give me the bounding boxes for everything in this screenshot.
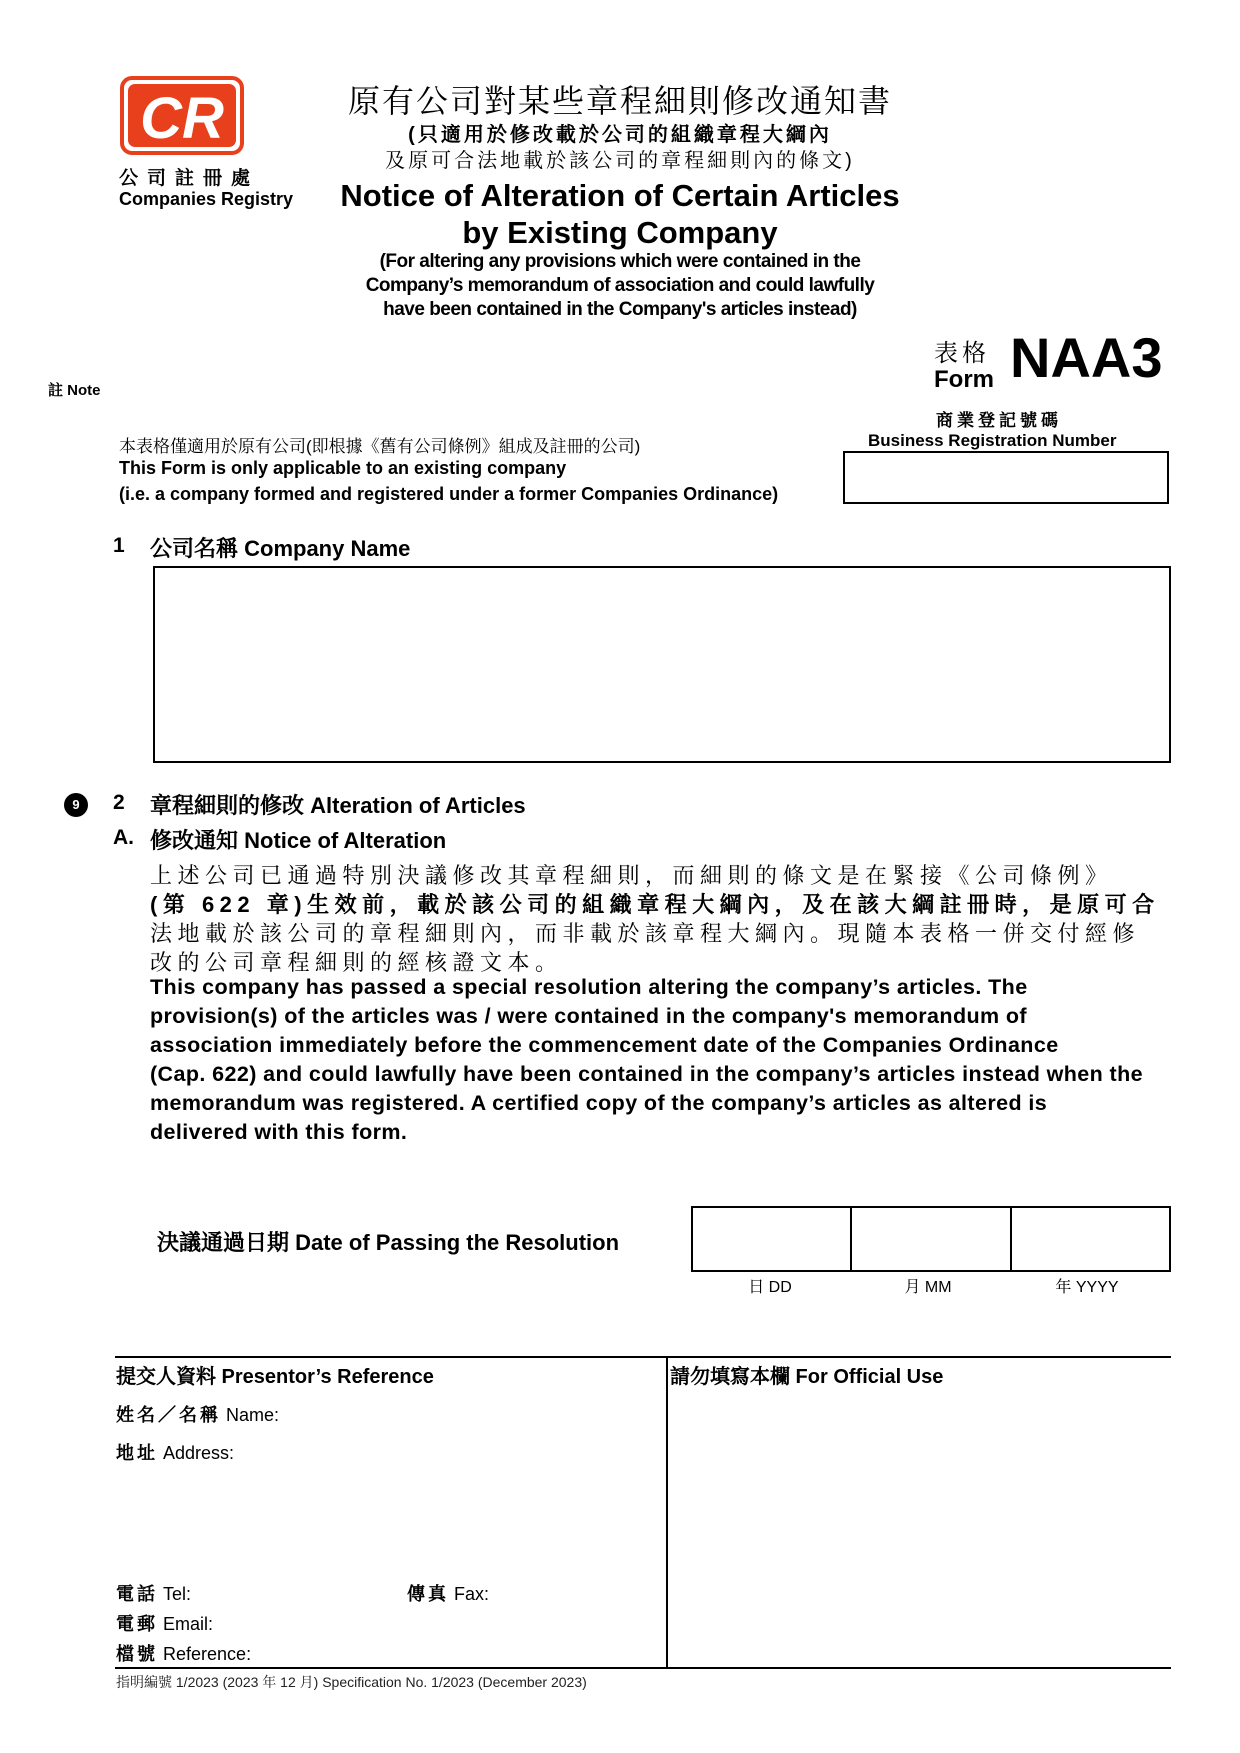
- presentor-email-field[interactable]: [116, 1610, 213, 1636]
- presentor-tel-field[interactable]: [116, 1580, 191, 1606]
- notice-text-en-line: This company has passed a special resolution altering the company’s articles. The: [150, 975, 1028, 999]
- notice-text-en-line: delivered with this form.: [150, 1120, 408, 1144]
- presentor-fax-label-en: Fax:: [454, 1584, 490, 1604]
- reference-box-top-rule: [115, 1356, 1171, 1358]
- presentor-reference-label-en: Reference:: [163, 1644, 252, 1664]
- resolution-day-input[interactable]: [693, 1208, 850, 1270]
- presentor-address-label-zh: 地址: [116, 1443, 158, 1463]
- presentor-email-label-en: Email:: [163, 1614, 214, 1634]
- note-column-label: 註 Note: [48, 382, 101, 399]
- form-subtitle-zh-2: 及原可合法地載於該公司的章程細則內的條文): [385, 150, 855, 172]
- registry-name-en: Companies Registry: [119, 189, 294, 209]
- notice-text-en-line: association immediately before the commencement date of the Companies Ordinance: [150, 1033, 1059, 1057]
- subsection-a-letter: A.: [113, 826, 134, 849]
- form-title-en-1: Notice of Alteration of Certain Articles: [340, 178, 900, 213]
- presentor-reference-field[interactable]: [116, 1640, 251, 1666]
- specification-footer: 指明編號 1/2023 (2023 年 12 月) Specification No. 1/2023 (December 2023): [116, 1674, 587, 1690]
- presentor-address-field[interactable]: [116, 1439, 234, 1465]
- form-subtitle-en-1: (For altering any provisions which were contained in the: [379, 251, 861, 272]
- presentor-fax-label-zh: 傳真: [407, 1584, 449, 1604]
- form-title-zh: 原有公司對某些章程細則修改通知書: [347, 83, 892, 119]
- section-1-number: 1: [113, 534, 125, 557]
- section-2-title: 章程細則的修改 Alteration of Articles: [150, 793, 526, 818]
- form-title-en-2: by Existing Company: [462, 215, 778, 250]
- resolution-month-input[interactable]: [850, 1208, 1009, 1270]
- official-use-title: 請勿填寫本欄 For Official Use: [670, 1366, 944, 1388]
- resolution-date-label: 決議通過日期 Date of Passing the Resolution: [157, 1230, 620, 1255]
- form-subtitle-en-3: have been contained in the Company's articles instead): [383, 299, 857, 320]
- notice-text-zh-line: 上述公司已通過特別決議修改其章程細則，而細則的條文是在緊接《公司條例》: [150, 863, 1113, 888]
- reference-box-divider: [666, 1356, 668, 1667]
- presentor-fax-field[interactable]: [407, 1580, 489, 1606]
- reference-box-bottom-rule: [115, 1667, 1171, 1669]
- presentor-name-label-en: Name:: [226, 1405, 280, 1425]
- resolution-date-fields: [691, 1206, 1171, 1272]
- brn-label-zh: 商業登記號碼: [936, 411, 1062, 430]
- subsection-a-title: 修改通知 Notice of Alteration: [150, 828, 447, 853]
- company-name-input[interactable]: [153, 566, 1171, 763]
- presentor-email-label-zh: 電郵: [116, 1614, 158, 1634]
- year-label: 年 YYYY: [1055, 1279, 1119, 1296]
- registry-name-zh: 公司註冊處: [119, 168, 260, 189]
- notice-text-en-line: memorandum was registered. A certified copy of the company’s articles as altered is: [150, 1091, 1048, 1115]
- presentor-address-label-en: Address:: [163, 1443, 235, 1463]
- day-label: 日 DD: [748, 1279, 792, 1296]
- form-subtitle-en-2: Company’s memorandum of association and could lawfully: [365, 275, 875, 296]
- applicability-en-2: (i.e. a company formed and registered under a former Companies Ordinance): [119, 484, 779, 504]
- notice-text-en-line: provision(s) of the articles was / were contained in the company's memorandum of: [150, 1004, 1027, 1028]
- notice-text-zh-line: 改的公司章程細則的經核證文本。: [150, 950, 563, 975]
- companies-registry-logo: [120, 76, 244, 155]
- section-1-title: 公司名稱 Company Name: [150, 536, 411, 561]
- section-2-number: 2: [113, 791, 125, 814]
- presentor-name-field[interactable]: [116, 1401, 279, 1427]
- presentor-name-label-zh: 姓名／名稱: [116, 1405, 221, 1425]
- month-label: 月 MM: [904, 1279, 952, 1296]
- form-subtitle-zh-1: (只適用於修改載於公司的組織章程大綱內: [408, 124, 832, 146]
- brn-label-en: Business Registration Number: [868, 431, 1117, 450]
- presentor-tel-label-en: Tel:: [163, 1584, 192, 1604]
- resolution-year-input[interactable]: [1010, 1208, 1169, 1270]
- form-code: NAA3: [1010, 326, 1163, 389]
- applicability-zh: 本表格僅適用於原有公司(即根據《舊有公司條例》組成及註冊的公司): [119, 437, 641, 456]
- note-reference-badge: 9: [64, 793, 88, 817]
- notice-text-zh-line: (第 622 章)生效前，載於該公司的組織章程大綱內，及在該大綱註冊時，是原可合: [150, 892, 1160, 917]
- presentor-reference-label-zh: 檔號: [116, 1644, 158, 1664]
- form-label-zh: 表格: [934, 340, 990, 367]
- logo-text: CR: [140, 86, 224, 151]
- applicability-en-1: This Form is only applicable to an existing company: [119, 458, 567, 478]
- notice-text-zh-line: 法地載於該公司的章程細則內，而非載於該章程大綱內。現隨本表格一併交付經修: [150, 921, 1141, 946]
- form-label-en: Form: [934, 366, 994, 393]
- presentor-tel-label-zh: 電話: [116, 1584, 158, 1604]
- notice-text-en-line: (Cap. 622) and could lawfully have been contained in the company’s articles instead when the: [150, 1062, 1143, 1086]
- brn-input[interactable]: [843, 451, 1169, 504]
- presentor-reference-title: 提交人資料 Presentor’s Reference: [116, 1366, 434, 1388]
